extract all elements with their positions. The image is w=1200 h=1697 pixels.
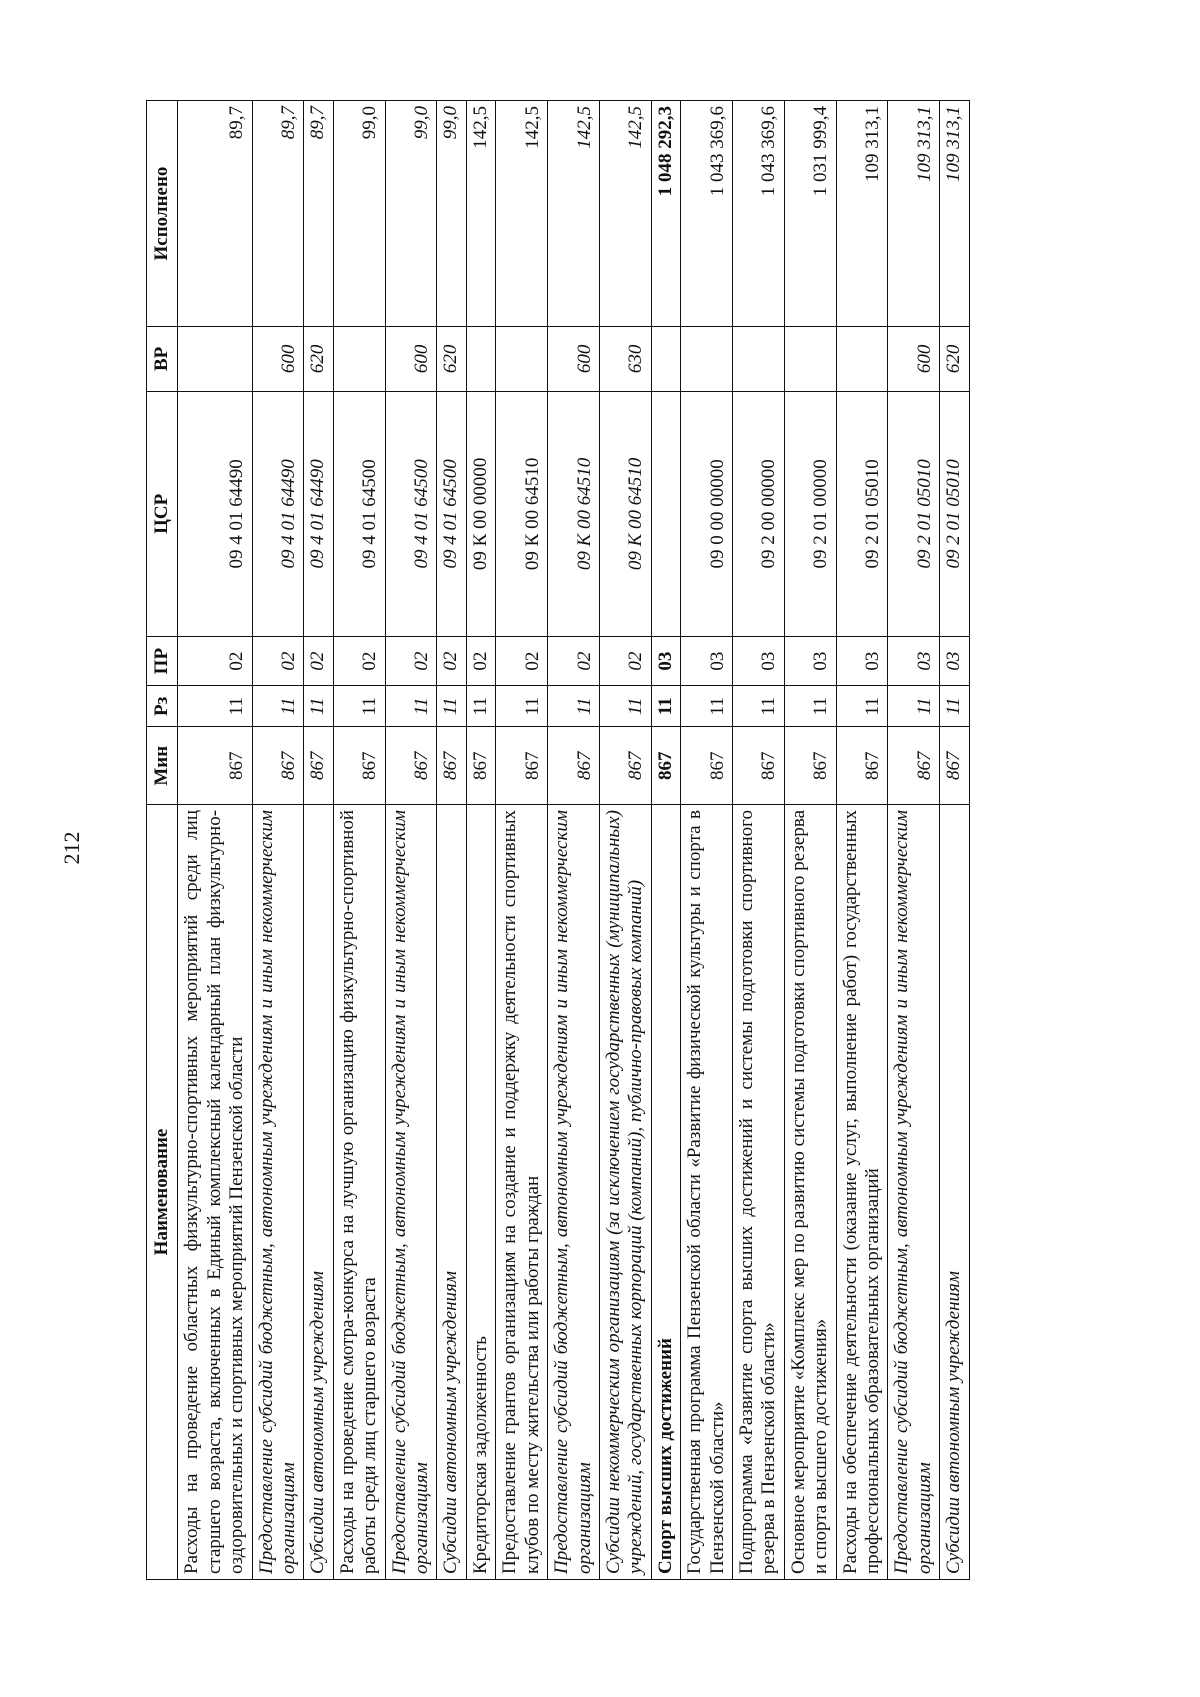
header-vr: ВР bbox=[147, 327, 178, 392]
cell-pr: 02 bbox=[496, 637, 548, 686]
cell-vr bbox=[732, 327, 784, 392]
cell-rz: 11 bbox=[385, 686, 437, 727]
cell-vr: 620 bbox=[940, 327, 969, 392]
table-row bbox=[252, 101, 304, 1580]
cell-min: 867 bbox=[466, 727, 495, 805]
table-row bbox=[466, 101, 495, 1580]
cell-vr: 600 bbox=[548, 327, 600, 392]
cell-csr: 09 К 00 64510 bbox=[496, 391, 548, 636]
cell-rz: 11 bbox=[599, 686, 651, 727]
cell-min: 867 bbox=[888, 727, 940, 805]
cell-value: 142,5 bbox=[496, 101, 548, 327]
table-row bbox=[496, 101, 548, 1580]
cell-rz: 11 bbox=[548, 686, 600, 727]
cell-min: 867 bbox=[940, 727, 969, 805]
cell-vr: 600 bbox=[252, 327, 304, 392]
table-row bbox=[940, 101, 969, 1580]
cell-rz: 11 bbox=[466, 686, 495, 727]
cell-csr: 09 4 01 64500 bbox=[385, 391, 437, 636]
cell-rz: 11 bbox=[252, 686, 304, 727]
cell-rz: 11 bbox=[304, 686, 333, 727]
cell-csr bbox=[651, 391, 680, 636]
cell-value: 89,7 bbox=[252, 101, 304, 327]
cell-csr: 09 2 00 00000 bbox=[732, 391, 784, 636]
cell-csr: 09 2 01 05010 bbox=[836, 391, 888, 636]
table-row bbox=[651, 101, 680, 1580]
cell-min: 867 bbox=[599, 727, 651, 805]
cell-min: 867 bbox=[385, 727, 437, 805]
cell-value: 99,0 bbox=[385, 101, 437, 327]
cell-csr: 09 2 01 05010 bbox=[940, 391, 969, 636]
cell-pr: 02 bbox=[333, 637, 385, 686]
cell-value: 142,5 bbox=[466, 101, 495, 327]
cell-min: 867 bbox=[496, 727, 548, 805]
cell-pr: 02 bbox=[304, 637, 333, 686]
cell-csr: 09 4 01 64490 bbox=[252, 391, 304, 636]
cell-pr: 02 bbox=[385, 637, 437, 686]
cell-pr: 03 bbox=[940, 637, 969, 686]
cell-csr: 09 2 01 05010 bbox=[888, 391, 940, 636]
cell-value: 109 313,1 bbox=[836, 101, 888, 327]
cell-name: Подпрограмма «Развитие спорта высших достижений и системы подготовки спортивного резерва в Пензенской области» bbox=[732, 804, 784, 1579]
cell-vr bbox=[836, 327, 888, 392]
cell-rz: 11 bbox=[836, 686, 888, 727]
header-pr: ПР bbox=[147, 637, 178, 686]
table-row bbox=[784, 101, 836, 1580]
table-row bbox=[385, 101, 437, 1580]
cell-name: Кредиторская задолженность bbox=[466, 804, 495, 1579]
cell-pr: 02 bbox=[178, 637, 252, 686]
table-row bbox=[888, 101, 940, 1580]
cell-value: 1 031 999,4 bbox=[784, 101, 836, 327]
cell-vr bbox=[784, 327, 836, 392]
cell-rz: 11 bbox=[681, 686, 733, 727]
cell-vr bbox=[681, 327, 733, 392]
cell-csr: 09 К 00 00000 bbox=[466, 391, 495, 636]
cell-vr: 600 bbox=[888, 327, 940, 392]
cell-vr: 620 bbox=[304, 327, 333, 392]
cell-min: 867 bbox=[784, 727, 836, 805]
cell-value: 89,7 bbox=[178, 101, 252, 327]
cell-min: 867 bbox=[437, 727, 466, 805]
cell-pr: 02 bbox=[599, 637, 651, 686]
cell-value: 142,5 bbox=[548, 101, 600, 327]
cell-value: 1 043 369,6 bbox=[681, 101, 733, 327]
cell-csr: 09 4 01 64500 bbox=[437, 391, 466, 636]
cell-min: 867 bbox=[333, 727, 385, 805]
cell-name: Предоставление грантов организациям на создание и поддержку деятельности спортивных клубов по месту жительства или работы граждан bbox=[496, 804, 548, 1579]
cell-name: Предоставление субсидий бюджетным, автономным учреждениям и иным некоммерческим организациям bbox=[888, 804, 940, 1579]
cell-pr: 02 bbox=[252, 637, 304, 686]
cell-name: Основное мероприятие «Комплекс мер по развитию системы подготовки спортивного резерва и спорта высшего достижения» bbox=[784, 804, 836, 1579]
cell-min: 867 bbox=[836, 727, 888, 805]
cell-rz: 11 bbox=[940, 686, 969, 727]
cell-min: 867 bbox=[178, 727, 252, 805]
cell-vr bbox=[651, 327, 680, 392]
cell-min: 867 bbox=[651, 727, 680, 805]
cell-value: 1 048 292,3 bbox=[651, 101, 680, 327]
budget-table bbox=[146, 100, 970, 1580]
table-row bbox=[732, 101, 784, 1580]
cell-pr: 03 bbox=[784, 637, 836, 686]
cell-value: 99,0 bbox=[437, 101, 466, 327]
cell-pr: 02 bbox=[437, 637, 466, 686]
cell-value: 99,0 bbox=[333, 101, 385, 327]
cell-name: Предоставление субсидий бюджетным, автономным учреждениям и иным некоммерческим организациям bbox=[385, 804, 437, 1579]
header-csr: ЦСР bbox=[147, 391, 178, 636]
cell-name: Государственная программа Пензенской области «Развитие физической культуры и спорта в Пензенской области» bbox=[681, 804, 733, 1579]
cell-rz: 11 bbox=[437, 686, 466, 727]
cell-pr: 03 bbox=[836, 637, 888, 686]
header-min: Мин bbox=[147, 727, 178, 805]
table-row bbox=[304, 101, 333, 1580]
cell-csr: 09 К 00 64510 bbox=[548, 391, 600, 636]
cell-min: 867 bbox=[304, 727, 333, 805]
cell-pr: 03 bbox=[732, 637, 784, 686]
cell-name: Расходы на проведение областных физкультурно-спортивных мероприятий среди лиц старшего возраста, включенных в Единый комплексный календарный план физкультурно-оздоровительных и спортивных мероприятий Пензенской области bbox=[178, 804, 252, 1579]
cell-rz: 11 bbox=[888, 686, 940, 727]
cell-rz: 11 bbox=[784, 686, 836, 727]
cell-min: 867 bbox=[252, 727, 304, 805]
cell-value: 109 313,1 bbox=[940, 101, 969, 327]
cell-value: 142,5 bbox=[599, 101, 651, 327]
cell-name: Расходы на обеспечение деятельности (оказание услуг, выполнение работ) государственных профессиональных образовательных организаций bbox=[836, 804, 888, 1579]
cell-name: Субсидии автономным учреждениям bbox=[940, 804, 969, 1579]
cell-pr: 03 bbox=[681, 637, 733, 686]
cell-rz: 11 bbox=[496, 686, 548, 727]
cell-name: Предоставление субсидий бюджетным, автономным учреждениям и иным некоммерческим организациям bbox=[548, 804, 600, 1579]
cell-vr: 600 bbox=[385, 327, 437, 392]
cell-pr: 02 bbox=[548, 637, 600, 686]
cell-pr: 03 bbox=[651, 637, 680, 686]
cell-csr: 09 4 01 64490 bbox=[178, 391, 252, 636]
cell-csr: 09 0 00 00000 bbox=[681, 391, 733, 636]
cell-name: Субсидии некоммерческим организациям (за исключением государственных (муниципальных) учреждений, государственных корпораций (компаний), публично-правовых компаний) bbox=[599, 804, 651, 1579]
table-row bbox=[681, 101, 733, 1580]
rotated-table-container bbox=[146, 100, 1066, 1580]
cell-pr: 02 bbox=[466, 637, 495, 686]
cell-csr: 09 4 01 64490 bbox=[304, 391, 333, 636]
table-row bbox=[599, 101, 651, 1580]
cell-value: 1 043 369,6 bbox=[732, 101, 784, 327]
header-rz: Рз bbox=[147, 686, 178, 727]
header-value: Исполнено bbox=[147, 101, 178, 327]
cell-value: 109 313,1 bbox=[888, 101, 940, 327]
cell-min: 867 bbox=[548, 727, 600, 805]
cell-rz: 11 bbox=[333, 686, 385, 727]
cell-min: 867 bbox=[732, 727, 784, 805]
table-row bbox=[548, 101, 600, 1580]
cell-csr: 09 4 01 64500 bbox=[333, 391, 385, 636]
cell-rz: 11 bbox=[732, 686, 784, 727]
table-row bbox=[836, 101, 888, 1580]
cell-name: Субсидии автономным учреждениям bbox=[437, 804, 466, 1579]
table-row bbox=[178, 101, 252, 1580]
cell-pr: 03 bbox=[888, 637, 940, 686]
cell-vr bbox=[496, 327, 548, 392]
cell-name: Спорт высших достижений bbox=[651, 804, 680, 1579]
cell-name: Субсидии автономным учреждениям bbox=[304, 804, 333, 1579]
header-name: Наименование bbox=[147, 804, 178, 1579]
page-number: 212 bbox=[59, 831, 84, 865]
cell-min: 867 bbox=[681, 727, 733, 805]
cell-vr bbox=[178, 327, 252, 392]
cell-vr: 630 bbox=[599, 327, 651, 392]
cell-vr: 620 bbox=[437, 327, 466, 392]
cell-csr: 09 К 00 64510 bbox=[599, 391, 651, 636]
cell-vr bbox=[466, 327, 495, 392]
cell-name: Предоставление субсидий бюджетным, автономным учреждениям и иным некоммерческим организациям bbox=[252, 804, 304, 1579]
cell-value: 89,7 bbox=[304, 101, 333, 327]
table-header-row bbox=[147, 101, 178, 1580]
table-body bbox=[178, 101, 969, 1580]
table-row bbox=[333, 101, 385, 1580]
cell-csr: 09 2 01 00000 bbox=[784, 391, 836, 636]
cell-rz: 11 bbox=[651, 686, 680, 727]
table-row bbox=[437, 101, 466, 1580]
cell-name: Расходы на проведение смотра-конкурса на лучшую организацию физкультурно-спортивной работы среди лиц старшего возраста bbox=[333, 804, 385, 1579]
cell-rz: 11 bbox=[178, 686, 252, 727]
cell-vr bbox=[333, 327, 385, 392]
